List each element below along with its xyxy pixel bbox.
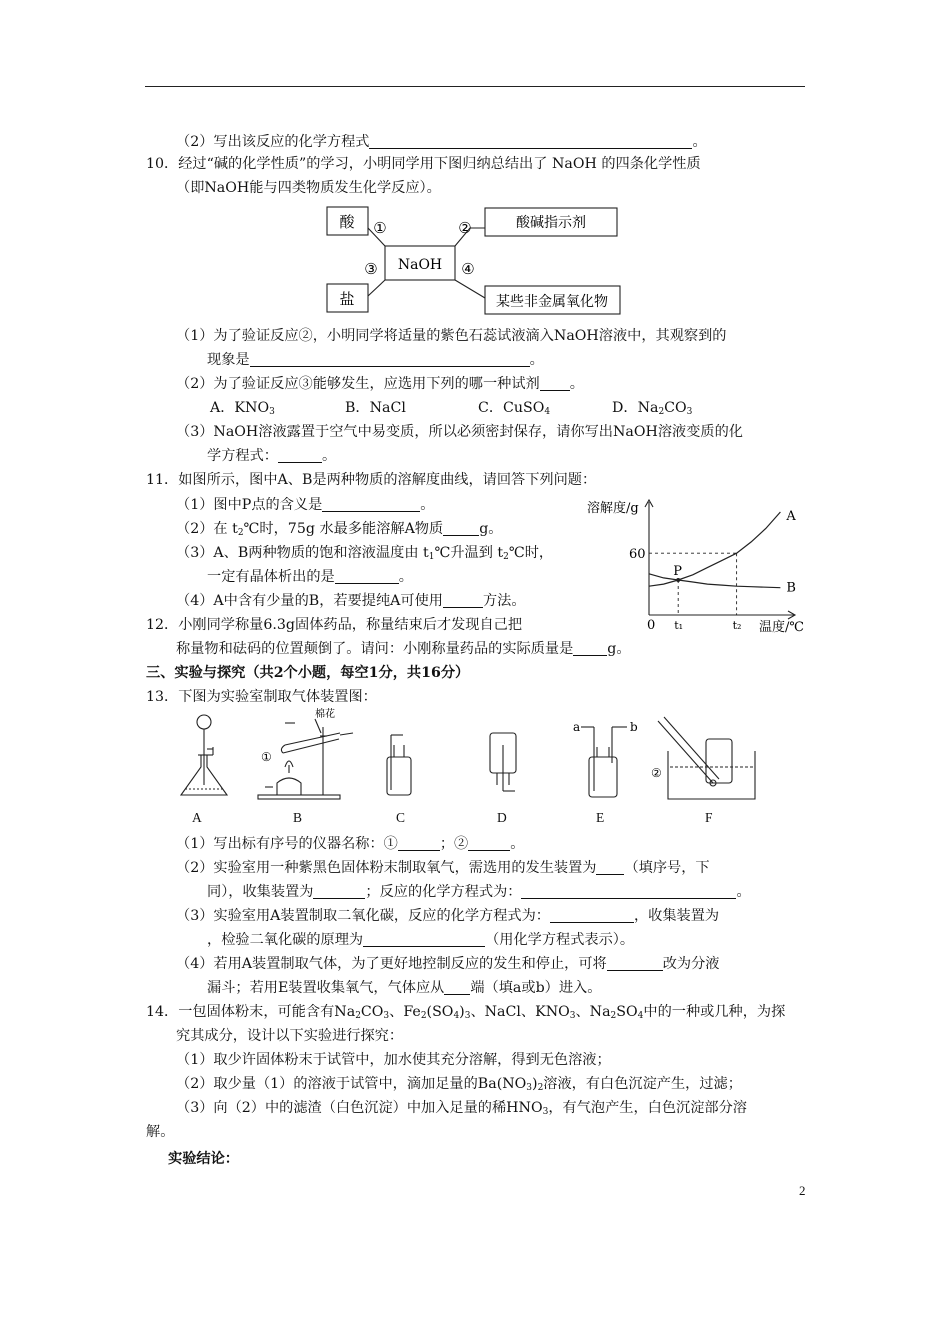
answer-blank[interactable]	[596, 860, 624, 875]
q10-sub2: （2）为了验证反应③能够发生，应选用下列的哪一种试剂 。	[176, 376, 584, 392]
q14-step3: （3）向（2）中的滤渣（白色沉淀）中加入足量的稀$HNO_3$，有气泡产生，白色沉淀部分溶	[176, 1100, 747, 1117]
q13-sub3-line2: ，检验二氧化碳的原理为 （用化学方程式表示）。	[207, 932, 635, 948]
answer-blank[interactable]	[322, 497, 420, 512]
series-label-a: A	[786, 509, 796, 524]
answer-blank[interactable]	[444, 980, 470, 995]
answer-blank[interactable]	[398, 836, 440, 851]
apparatus-b	[258, 719, 353, 799]
diagram-num-3: ③	[364, 260, 378, 278]
page-number: 2	[799, 1183, 806, 1198]
q12-line2: 称量物和砝码的位置颠倒了。请问：小刚称量药品的实际质量是 g。	[176, 641, 631, 657]
mark-2: ②	[651, 766, 662, 780]
q13-sub4-line1: （4）若用A装置制取气体，为了更好地控制反应的发生和停止，可将 改为分液	[176, 956, 720, 972]
q11-sub3-line2: 一定有晶体析出的是 。	[207, 569, 413, 585]
q14-step1: （1）取少许固体粉末于试管中，加水使其充分溶解，得到无色溶液；	[176, 1052, 611, 1068]
label-b-end: b	[630, 720, 638, 734]
apparatus-f	[658, 717, 755, 799]
q10-option-d: D．$Na_2CO_3$	[612, 400, 693, 417]
q12-line1: 12．小刚同学称量6.3g固体药品，称量结束后才发现自己把	[146, 617, 523, 633]
diagram-naoh-label: NaOH	[397, 257, 443, 273]
x-axis-label: 温度/℃	[759, 620, 804, 635]
diagram-salt-label: 盐	[339, 290, 355, 308]
apparatus-figure	[165, 705, 765, 805]
origin-label: 0	[647, 618, 656, 633]
answer-blank[interactable]	[278, 448, 322, 463]
q10-option-a: A．$KNO_3$	[210, 400, 275, 417]
q11-sub4: （4）A中含有少量的B，若要提纯A可使用 方法。	[176, 593, 526, 609]
point-p-label: P	[673, 563, 682, 579]
answer-blank[interactable]	[607, 956, 663, 971]
label-a-end: a	[573, 720, 581, 734]
q9-part2: （2）写出该反应的化学方程式 。	[176, 134, 707, 150]
apparatus-a	[181, 715, 227, 795]
diagram-num-2: ②	[458, 219, 472, 237]
q13-sub4-line2: 漏斗；若用E装置收集氧气，气体应从 端（填a或b）进入。	[207, 980, 602, 996]
diagram-acid-label: 酸	[339, 213, 355, 231]
apparatus-label-a: A	[192, 810, 202, 825]
apparatus-label-e: E	[596, 810, 605, 825]
q11-sub2: （2）在 $t_2℃$时，75g 水最多能溶解A物质 g。	[176, 521, 503, 538]
q10-option-b: B．NaCl	[345, 400, 406, 416]
apparatus-label-d: D	[497, 810, 507, 825]
q14-step3-line2: 解。	[146, 1124, 175, 1140]
q13-sub2-line2: 同），收集装置为 ；反应的化学方程式为： 。	[207, 884, 751, 900]
q10-stem-line1: 10．经过“碱的化学性质”的学习，小明同学用下图归纳总结出了 NaOH 的四条化学性质	[146, 156, 701, 172]
q10-option-c: C．CuSO$_4$	[478, 400, 551, 417]
answer-blank[interactable]	[250, 352, 530, 367]
q10-sub1-line1: （1）为了验证反应②，小明同学将适量的紫色石蕊试液滴入NaOH溶液中，其观察到的	[176, 328, 727, 344]
answer-blank[interactable]	[443, 593, 483, 608]
diagram-num-4: ④	[461, 260, 475, 278]
q10-sub3-line2: 学方程式： 。	[207, 448, 337, 464]
apparatus-label-f: F	[705, 810, 713, 825]
diagram-num-1: ①	[373, 219, 387, 237]
apparatus-label-c: C	[396, 810, 406, 825]
q11-stem: 11．如图所示，图中A、B是两种物质的溶解度曲线，请回答下列问题：	[146, 472, 597, 488]
x-tick-t1: t₁	[674, 619, 684, 632]
answer-blank[interactable]	[540, 376, 570, 391]
apparatus-d	[490, 733, 516, 791]
answer-blank[interactable]	[573, 641, 607, 656]
curve-a	[649, 512, 780, 586]
answer-blank[interactable]	[443, 521, 479, 536]
q13-sub1: （1）写出标有序号的仪器名称：① ；② 。	[176, 836, 525, 852]
series-label-b: B	[786, 580, 796, 596]
q13-stem: 13．下图为实验室制取气体装置图：	[146, 689, 377, 705]
answer-blank[interactable]	[313, 884, 365, 899]
curve-b	[649, 574, 780, 588]
q14-stem-line1: 14．一包固体粉末，可能含有$Na_2CO_3$、$Fe_2(SO_4)_3$、NaCl、$KNO_3$、$Na_2SO_4$中的一种或几种，为探	[146, 1004, 786, 1021]
y-tick-60: 60	[629, 547, 646, 563]
apparatus-c	[387, 735, 411, 795]
x-tick-t2: t₂	[732, 619, 742, 632]
q14-conclusion-heading: 实验结论：	[168, 1151, 239, 1167]
q14-step2: （2）取少量（1）的溶液于试管中，滴加足量的$Ba(NO_3)_2$溶液，有白色沉淀产生，过滤；	[176, 1076, 742, 1093]
cotton-label: 棉花	[315, 709, 335, 720]
q11-sub1: （1）图中P点的含义是 。	[176, 497, 435, 513]
q13-sub2-line1: （2）实验室用一种紫黑色固体粉末制取氧气，需选用的发生装置为 （填序号，下	[176, 860, 710, 876]
apparatus-e	[581, 727, 627, 797]
answer-blank[interactable]	[369, 134, 692, 149]
answer-blank[interactable]	[521, 884, 736, 899]
q10-stem-line2: （即NaOH能与四类物质发生化学反应）。	[176, 180, 441, 196]
q14-stem-line2: 究其成分，设计以下实验进行探究：	[176, 1028, 404, 1044]
answer-blank[interactable]	[550, 908, 634, 923]
diagram-indicator-label: 酸碱指示剂	[516, 215, 586, 231]
diagram-oxide-label: 某些非金属氧化物	[496, 294, 608, 310]
section3-heading: 三、实验与探究（共2个小题，每空1分，共16分）	[146, 665, 470, 681]
naoh-properties-diagram	[320, 202, 625, 317]
y-axis-label: 溶解度/g	[587, 501, 639, 516]
answer-blank[interactable]	[335, 569, 399, 584]
q10-sub1-line2: 现象是 。	[207, 352, 544, 368]
q11-sub3-line1: （3）A、B两种物质的饱和溶液温度由 $t_1℃$升温到 $t_2℃$时，	[176, 545, 554, 562]
apparatus-label-b: B	[293, 810, 303, 825]
q13-sub3-line1: （3）实验室用A装置制取二氧化碳，反应的化学方程式为： ，收集装置为	[176, 908, 720, 924]
q10-sub3-line1: （3）NaOH溶液露置于空气中易变质，所以必须密封保存，请你写出NaOH溶液变质的化	[176, 424, 743, 440]
answer-blank[interactable]	[363, 932, 485, 947]
solubility-chart	[585, 490, 815, 638]
header-rule	[145, 86, 805, 87]
answer-blank[interactable]	[468, 836, 510, 851]
mark-1: ①	[261, 750, 272, 764]
